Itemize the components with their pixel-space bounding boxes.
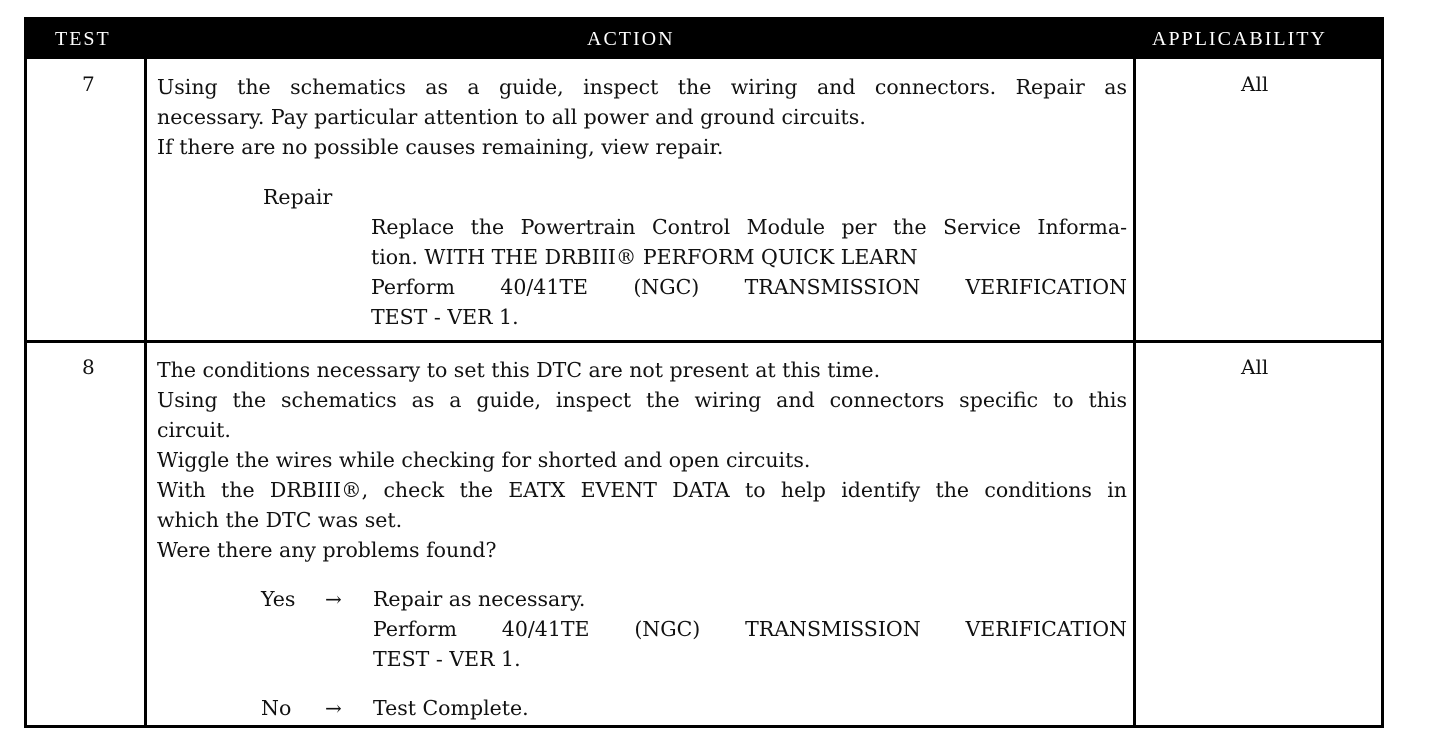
no-arrow-icon: →: [325, 696, 342, 720]
header-action: ACTION: [587, 28, 675, 50]
column-divider-action-applicability: [1133, 20, 1136, 725]
action-line: With the DRBIII®, check the EATX EVENT DATA to help identify the conditions in: [157, 478, 1127, 502]
yes-line: TEST - VER 1.: [373, 647, 521, 671]
test-number-7: 7: [82, 72, 95, 96]
yes-label: Yes: [261, 587, 296, 611]
test-number-8: 8: [82, 355, 95, 379]
table-header: [27, 20, 1381, 59]
no-result: [373, 693, 529, 723]
repair-line: Replace the Powertrain Control Module per the Service Informa-: [371, 215, 1127, 239]
diagnostic-table: [24, 17, 1384, 728]
header-applicability: APPLICABILITY: [1152, 28, 1327, 50]
action-line: which the DTC was set.: [157, 508, 403, 532]
applicability-8: All: [1241, 355, 1269, 379]
no-line: Test Complete.: [373, 696, 529, 720]
action-line: necessary. Pay particular attention to all power and ground circuits.: [157, 105, 866, 129]
repair-instructions: [371, 212, 1127, 332]
applicability-7: All: [1241, 72, 1269, 96]
row-8-action-text: [157, 355, 1127, 565]
action-line: Wiggle the wires while checking for shorted and open circuits.: [157, 448, 811, 472]
action-line: If there are no possible causes remaining, view repair.: [157, 135, 724, 159]
action-line: Using the schematics as a guide, inspect the wiring and connectors. Repair as: [157, 75, 1127, 99]
action-line: Were there any problems found?: [157, 538, 497, 562]
repair-line: Perform 40/41TE (NGC) TRANSMISSION VERIFICATION: [371, 275, 1127, 299]
yes-result: [373, 584, 1127, 674]
repair-line: tion. WITH THE DRBIII® PERFORM QUICK LEARN: [371, 245, 918, 269]
yes-line: Repair as necessary.: [373, 587, 586, 611]
action-line: The conditions necessary to set this DTC are not present at this time.: [157, 358, 881, 382]
row-divider: [27, 340, 1381, 343]
column-divider-test-action: [144, 20, 147, 725]
yes-line: Perform 40/41TE (NGC) TRANSMISSION VERIFICATION: [373, 617, 1127, 641]
repair-label: Repair: [263, 185, 333, 209]
no-label: No: [261, 696, 292, 720]
row-7-action-text: [157, 72, 1127, 162]
action-line: Using the schematics as a guide, inspect the wiring and connectors specific to this: [157, 388, 1127, 412]
yes-arrow-icon: →: [325, 587, 342, 611]
header-test: TEST: [55, 28, 111, 50]
action-line: circuit.: [157, 418, 231, 442]
repair-line: TEST - VER 1.: [371, 305, 519, 329]
